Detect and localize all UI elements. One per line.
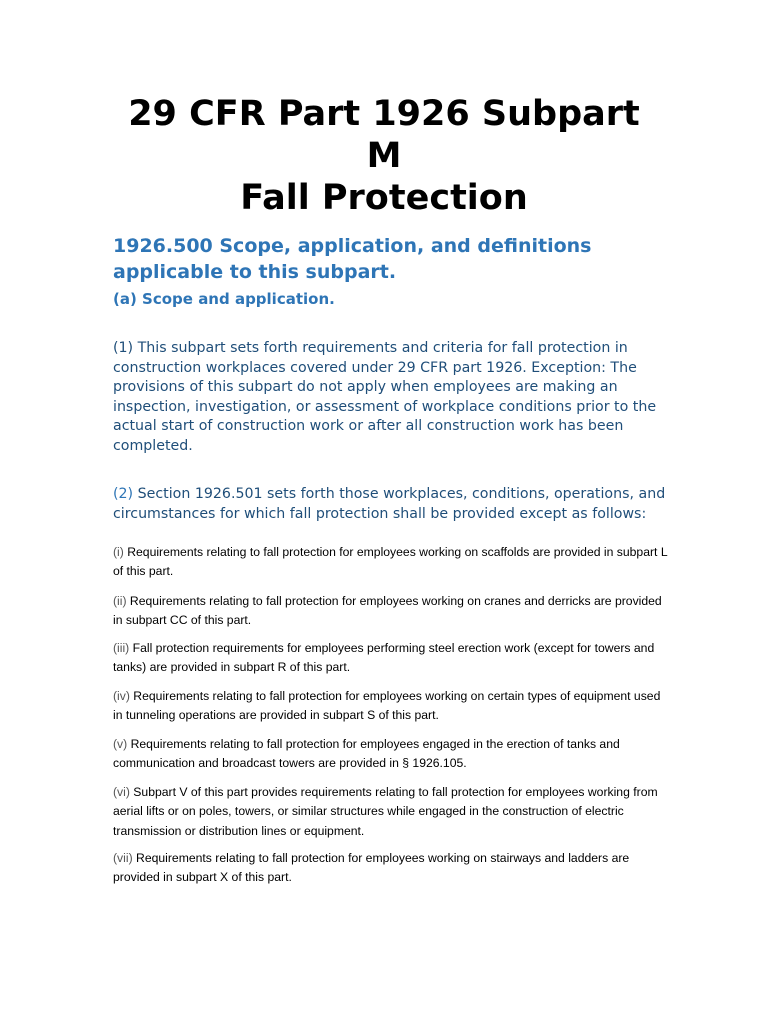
document-title-line-1: 29 CFR Part 1926 Subpart xyxy=(128,94,640,134)
section-heading: 1926.500 Scope, application, and definitions applicable to this subpart. xyxy=(113,235,592,283)
list-item-text: Requirements relating to fall protection for employees working on stairways and ladders are provided in subpart X of this part. xyxy=(113,851,630,885)
list-item-marker: (iii) xyxy=(113,641,130,655)
paragraph-2 xyxy=(113,485,673,524)
list-item-marker: (iv) xyxy=(113,689,130,703)
list-item-marker: (i) xyxy=(113,545,124,559)
list-item-vii xyxy=(113,849,673,888)
list-item-i xyxy=(113,543,673,582)
list-item-marker: (vi) xyxy=(113,785,130,799)
paragraph-2-number: (2) xyxy=(113,486,134,502)
list-item-iii xyxy=(113,639,673,678)
sub-heading: (a) Scope and application. xyxy=(113,290,335,308)
list-item-text: Subpart V of this part provides requirements relating to fall protection for employees working from aerial lifts or on poles, towers, or similar structures while engaged in the construction of electric transmission or distribution lines or equipment. xyxy=(113,785,658,838)
list-item-text: Requirements relating to fall protection for employees engaged in the erection of tanks and communication and broadcast towers are provided in § 1926.105. xyxy=(113,737,620,771)
list-item-v xyxy=(113,735,673,774)
list-item-marker: (vii) xyxy=(113,851,133,865)
list-item-vi xyxy=(113,783,673,841)
list-item-text: Requirements relating to fall protection for employees working on certain types of equipment used in tunneling operations are provided in subpart S of this part. xyxy=(113,689,661,723)
list-item-ii xyxy=(113,592,673,631)
list-item-marker: (ii) xyxy=(113,594,127,608)
list-item-text: Requirements relating to fall protection for employees working on scaffolds are provided in subpart L of this part. xyxy=(113,545,668,579)
document-title-line-3: Fall Protection xyxy=(240,178,528,218)
list-item-text: Fall protection requirements for employees performing steel erection work (except for towers and tanks) are provided in subpart R of this part. xyxy=(113,641,655,675)
paragraph-2-text: Section 1926.501 sets forth those workplaces, conditions, operations, and circumstances for which fall protection shall be provided except as follows: xyxy=(113,486,666,522)
document-title-line-2: M xyxy=(366,136,402,176)
list-item-iv xyxy=(113,687,673,726)
list-item-text: Requirements relating to fall protection for employees working on cranes and derricks are provided in subpart CC of this part. xyxy=(113,594,662,628)
list-item-marker: (v) xyxy=(113,737,128,751)
paragraph-1: (1) This subpart sets forth requirements and criteria for fall protection in construction workplaces covered under 29 CFR part 1926. Exception: The provisions of this subpart do not apply when employees are making an inspection, investigation, or assessment of workplace conditions prior to the actual start of construction work or after all construction work has been completed. xyxy=(113,340,657,454)
